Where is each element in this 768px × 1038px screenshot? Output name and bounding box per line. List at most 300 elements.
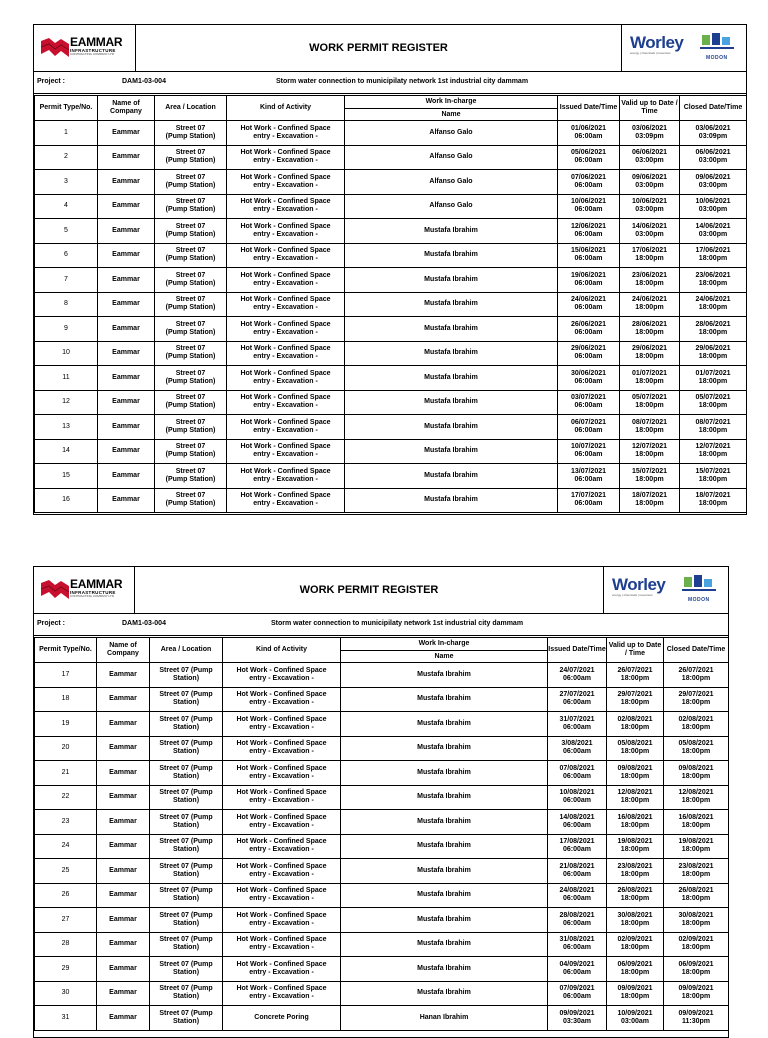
cell-line: (Pump Station) (165, 426, 216, 434)
company-subtitle: INFRASTRUCTURE (70, 48, 116, 53)
cell-permit-no: 30 (35, 981, 97, 1006)
cell-incharge-name: Mustafa Ibrahim (341, 932, 548, 957)
cell-line: entry - Excavation - (249, 944, 314, 952)
project-code: DAM1-03-004 (122, 78, 166, 85)
cell-area (155, 170, 227, 195)
cell-line: (Pump Station) (165, 402, 216, 410)
cell-line: 06:00am (562, 895, 592, 903)
cell-line: Hot Work - Confined Space (236, 813, 327, 821)
cell-line: 18:00pm (698, 328, 728, 336)
cell-line: 06:00am (562, 699, 592, 707)
cell-incharge-name: Mustafa Ibrahim (341, 712, 548, 737)
cell-line: entry - Excavation - (253, 206, 318, 214)
cell-company: Eammar (98, 292, 155, 317)
cell-line: 18:00pm (620, 993, 650, 1001)
cell-line: 18:00pm (620, 748, 650, 756)
table-row (35, 292, 747, 317)
col-permit: Permit Type/No. (35, 638, 97, 663)
cell-line: Street 07 (Pump (159, 960, 213, 968)
cell-line: 06:00am (574, 402, 603, 410)
cell-area (155, 464, 227, 489)
cell-line: 06:00am (562, 993, 592, 1001)
cell-valid (620, 219, 680, 244)
cell-company: Eammar (97, 981, 150, 1006)
cell-permit-no: 5 (35, 219, 98, 244)
cell-issued (558, 194, 620, 219)
cell-incharge-name: Alfanso Galo (345, 145, 558, 170)
cell-line: Street 07 (175, 149, 206, 157)
cell-activity (227, 121, 345, 146)
cell-line: Hot Work - Confined Space (240, 418, 331, 426)
cell-line: 18:00pm (620, 674, 650, 682)
cell-line: 29/07/2021 (617, 691, 653, 699)
cell-incharge-name: Mustafa Ibrahim (345, 415, 558, 440)
cell-line: 10/06/2021 (570, 198, 607, 206)
cell-area (150, 687, 223, 712)
col-incharge-name: Name (345, 109, 558, 121)
cell-area (155, 121, 227, 146)
cell-line: entry - Excavation - (249, 772, 314, 780)
cell-line: Street 07 (175, 492, 206, 500)
cell-line: 10/08/2021 (559, 789, 595, 797)
cell-permit-no: 19 (35, 712, 97, 737)
cell-line: Hot Work - Confined Space (240, 320, 331, 328)
register-sheet-1 (33, 24, 747, 515)
cell-closed (680, 415, 747, 440)
cell-closed (680, 366, 747, 391)
cell-line: 18:00pm (620, 870, 650, 878)
cell-line: entry - Excavation - (249, 699, 314, 707)
cell-line: entry - Excavation - (253, 157, 318, 165)
cell-line: 18:00pm (681, 772, 711, 780)
cell-line: 01/07/2021 (631, 369, 668, 377)
cell-line: 24/07/2021 (559, 666, 595, 674)
cell-permit-no: 18 (35, 687, 97, 712)
cell-line: 02/08/2021 (678, 715, 714, 723)
cell-valid (607, 957, 664, 982)
cell-issued (558, 317, 620, 342)
cell-line: 06/07/2021 (570, 418, 607, 426)
cell-valid (607, 834, 664, 859)
cell-line: 06:00am (574, 500, 603, 508)
cell-issued (558, 219, 620, 244)
cell-line: (Pump Station) (165, 353, 216, 361)
cell-line: 06:00am (574, 255, 603, 263)
cell-line: 26/08/2021 (617, 887, 653, 895)
cell-line: entry - Excavation - (253, 279, 318, 287)
eammar-flag-icon (40, 577, 70, 601)
cell-line: 30/08/2021 (617, 911, 653, 919)
cell-line: Hot Work - Confined Space (236, 887, 327, 895)
cell-line: Street 07 (175, 345, 206, 353)
cell-area (155, 243, 227, 268)
cell-incharge-name: Mustafa Ibrahim (341, 883, 548, 908)
cell-line: 09/08/2021 (678, 764, 714, 772)
cell-permit-no: 7 (35, 268, 98, 293)
cell-line: entry - Excavation - (253, 353, 318, 361)
cell-closed (680, 317, 747, 342)
cell-line: 24/08/2021 (559, 887, 595, 895)
cell-line: Hot Work - Confined Space (240, 369, 331, 377)
cell-closed (664, 981, 729, 1006)
cell-line: 23/06/2021 (631, 271, 668, 279)
cell-closed (680, 145, 747, 170)
cell-line: Station) (172, 944, 200, 952)
table-row (35, 1006, 729, 1031)
cell-valid (620, 170, 680, 195)
cell-issued (558, 439, 620, 464)
cell-valid (620, 390, 680, 415)
cell-activity: Concrete Poring (223, 1006, 341, 1031)
cell-line: (Pump Station) (165, 157, 216, 165)
table-row (35, 810, 729, 835)
project-description: Storm water connection to municipilaty network 1st industrial city dammam (271, 620, 524, 627)
cell-line: entry - Excavation - (249, 895, 314, 903)
col-activity: Kind of Activity (227, 96, 345, 121)
cell-line: Station) (172, 993, 200, 1001)
cell-line: 06:00am (574, 132, 603, 140)
cell-line: Hot Work - Confined Space (236, 911, 327, 919)
cell-line: (Pump Station) (165, 132, 216, 140)
cell-line: Hot Work - Confined Space (236, 691, 327, 699)
cell-line: 06:00am (574, 451, 603, 459)
cell-closed (680, 121, 747, 146)
cell-line: Hot Work - Confined Space (240, 222, 331, 230)
cell-area (150, 883, 223, 908)
cell-line: 29/06/2021 (631, 345, 668, 353)
cell-area (150, 1006, 223, 1031)
cell-permit-no: 21 (35, 761, 97, 786)
cell-company: Eammar (97, 687, 150, 712)
cell-line: 18:00pm (681, 797, 711, 805)
cell-company: Eammar (97, 883, 150, 908)
cell-incharge-name: Hanan Ibrahim (341, 1006, 548, 1031)
cell-line: entry - Excavation - (253, 230, 318, 238)
cell-area (150, 712, 223, 737)
cell-valid (620, 145, 680, 170)
cell-line: 16/08/2021 (678, 813, 714, 821)
cell-line: Hot Work - Confined Space (240, 443, 331, 451)
cell-line: Hot Work - Confined Space (236, 764, 327, 772)
cell-line: 19/08/2021 (617, 838, 653, 846)
cell-permit-no: 4 (35, 194, 98, 219)
cell-line: 18:00pm (635, 255, 664, 263)
cell-area (155, 366, 227, 391)
cell-line: 02/08/2021 (617, 715, 653, 723)
cell-company: Eammar (98, 488, 155, 513)
cell-line: 14/06/2021 (631, 222, 668, 230)
cell-incharge-name: Mustafa Ibrahim (345, 366, 558, 391)
cell-area (150, 957, 223, 982)
cell-incharge-name: Mustafa Ibrahim (345, 317, 558, 342)
cell-line: (Pump Station) (165, 475, 216, 483)
cell-line: 12/07/2021 (695, 443, 731, 451)
cell-line: 18:00pm (620, 797, 650, 805)
cell-issued (548, 883, 607, 908)
cell-line: Street 07 (Pump (159, 985, 213, 993)
cell-line: Street 07 (175, 247, 206, 255)
sheet-header (34, 25, 746, 72)
cell-activity (223, 834, 341, 859)
cell-incharge-name: Mustafa Ibrahim (341, 859, 548, 884)
cell-activity (223, 785, 341, 810)
cell-issued (548, 932, 607, 957)
col-incharge: Work In-charge (345, 96, 558, 109)
cell-line: 06/06/2021 (695, 149, 731, 157)
cell-valid (607, 810, 664, 835)
cell-permit-no: 28 (35, 932, 97, 957)
cell-permit-no: 10 (35, 341, 98, 366)
eammar-logo (34, 25, 136, 71)
cell-line: 24/06/2021 (695, 296, 731, 304)
table-row (35, 439, 747, 464)
company-subtitle: INFRASTRUCTURE (70, 590, 116, 595)
table-row (35, 415, 747, 440)
cell-company: Eammar (98, 243, 155, 268)
cell-company: Eammar (98, 341, 155, 366)
cell-activity (227, 464, 345, 489)
cell-line: 06:00am (574, 353, 603, 361)
cell-line: 26/07/2021 (678, 666, 714, 674)
cell-line: 18:00pm (620, 919, 650, 927)
table-row (35, 390, 747, 415)
cell-area (150, 761, 223, 786)
cell-line: entry - Excavation - (253, 500, 318, 508)
cell-company: Eammar (97, 957, 150, 982)
modon-name: MODON (688, 597, 710, 603)
cell-line: Hot Work - Confined Space (240, 492, 331, 500)
cell-line: 29/06/2021 (570, 345, 607, 353)
worley-tagline: energy | chemicals | resources (612, 593, 653, 597)
cell-closed (680, 268, 747, 293)
cell-valid (620, 121, 680, 146)
cell-permit-no: 23 (35, 810, 97, 835)
cell-line: 26/08/2021 (678, 887, 714, 895)
cell-line: 18/07/2021 (631, 492, 668, 500)
cell-line: Hot Work - Confined Space (236, 715, 327, 723)
cell-activity (227, 415, 345, 440)
cell-line: Hot Work - Confined Space (236, 985, 327, 993)
cell-line: Station) (172, 968, 200, 976)
cell-issued (548, 981, 607, 1006)
cell-closed (680, 292, 747, 317)
cell-incharge-name: Mustafa Ibrahim (341, 785, 548, 810)
cell-line: 09/06/2021 (695, 173, 731, 181)
cell-activity (223, 981, 341, 1006)
cell-line: 31/07/2021 (559, 715, 595, 723)
cell-line: 03:00pm (635, 206, 664, 214)
company-tagline: CONTRACTING COMPANY LTD (70, 52, 115, 56)
cell-company: Eammar (97, 663, 150, 688)
cell-line: 06:00am (574, 279, 603, 287)
cell-area (155, 341, 227, 366)
cell-closed (664, 957, 729, 982)
cell-line: 06:00am (562, 772, 592, 780)
table-row (35, 981, 729, 1006)
cell-permit-no: 25 (35, 859, 97, 884)
cell-permit-no: 11 (35, 366, 98, 391)
cell-line: 06:00am (562, 846, 592, 854)
cell-line: (Pump Station) (165, 304, 216, 312)
cell-closed (664, 1006, 729, 1031)
cell-incharge-name: Mustafa Ibrahim (341, 736, 548, 761)
cell-line: 15/06/2021 (570, 247, 607, 255)
cell-activity (223, 859, 341, 884)
cell-issued (558, 341, 620, 366)
cell-line: 09/09/2021 (559, 1009, 595, 1017)
cell-line: 05/08/2021 (617, 740, 653, 748)
cell-activity (223, 663, 341, 688)
col-closed: Closed Date/Time (680, 96, 747, 121)
cell-line: 27/07/2021 (559, 691, 595, 699)
cell-line: 06:00am (574, 304, 603, 312)
cell-incharge-name: Mustafa Ibrahim (341, 957, 548, 982)
table-row (35, 145, 747, 170)
cell-issued (558, 292, 620, 317)
cell-line: Hot Work - Confined Space (240, 247, 331, 255)
cell-issued (548, 761, 607, 786)
modon-name: MODON (706, 55, 728, 61)
cell-line: 18:00pm (635, 304, 664, 312)
cell-line: 03/06/2021 (631, 124, 668, 132)
cell-incharge-name: Mustafa Ibrahim (341, 810, 548, 835)
cell-line: 06:00am (574, 206, 603, 214)
cell-line: 19/06/2021 (570, 271, 607, 279)
cell-valid (620, 292, 680, 317)
cell-line: 05/07/2021 (695, 394, 731, 402)
cell-line: 12/07/2021 (631, 443, 668, 451)
cell-line: 12/08/2021 (678, 789, 714, 797)
cell-line: Station) (172, 846, 200, 854)
col-area: Area / Location (155, 96, 227, 121)
cell-line: 10/06/2021 (695, 198, 731, 206)
cell-issued (548, 859, 607, 884)
cell-line: 06/06/2021 (631, 149, 668, 157)
cell-line: 23/08/2021 (678, 862, 714, 870)
cell-line: 09/09/2021 (678, 985, 714, 993)
cell-valid (607, 932, 664, 957)
cell-line: Street 07 (175, 320, 206, 328)
table-row (35, 488, 747, 513)
cell-area (150, 859, 223, 884)
cell-activity (223, 883, 341, 908)
cell-area (155, 317, 227, 342)
cell-activity (227, 488, 345, 513)
cell-issued (558, 121, 620, 146)
cell-permit-no: 27 (35, 908, 97, 933)
cell-line: Hot Work - Confined Space (236, 862, 327, 870)
cell-activity (223, 736, 341, 761)
col-issued: Issued Date/Time (548, 638, 607, 663)
partner-logos (603, 567, 728, 613)
cell-line: 18:00pm (681, 870, 711, 878)
cell-area (150, 932, 223, 957)
cell-line: entry - Excavation - (253, 377, 318, 385)
cell-line: 18:00pm (681, 821, 711, 829)
cell-company: Eammar (97, 712, 150, 737)
cell-line: 06:00am (562, 821, 592, 829)
cell-line: Hot Work - Confined Space (236, 666, 327, 674)
cell-activity (227, 145, 345, 170)
cell-valid (607, 785, 664, 810)
cell-line: 18:00pm (635, 451, 664, 459)
cell-line: Station) (172, 919, 200, 927)
cell-line: Hot Work - Confined Space (236, 838, 327, 846)
cell-line: Street 07 (175, 271, 206, 279)
cell-valid (607, 1006, 664, 1031)
cell-line: 06:00am (574, 157, 603, 165)
cell-line: 07/09/2021 (559, 985, 595, 993)
cell-line: 18:00pm (698, 402, 728, 410)
cell-line: Street 07 (Pump (159, 838, 213, 846)
cell-line: Station) (172, 1017, 200, 1025)
cell-line: entry - Excavation - (249, 723, 314, 731)
cell-line: entry - Excavation - (253, 304, 318, 312)
cell-activity (227, 268, 345, 293)
cell-line: 03:09pm (698, 132, 728, 140)
project-row (34, 71, 746, 94)
cell-activity (223, 761, 341, 786)
cell-line: 28/06/2021 (695, 320, 731, 328)
cell-line: 05/07/2021 (631, 394, 668, 402)
worley-logo: Worley (612, 575, 666, 594)
cell-incharge-name: Mustafa Ibrahim (341, 908, 548, 933)
cell-line: 19/08/2021 (678, 838, 714, 846)
table-row (35, 243, 747, 268)
cell-line: Street 07 (175, 222, 206, 230)
cell-activity (223, 932, 341, 957)
cell-line: Hot Work - Confined Space (236, 740, 327, 748)
project-row (34, 613, 728, 636)
cell-issued (558, 243, 620, 268)
table-row (35, 785, 729, 810)
cell-closed (680, 341, 747, 366)
cell-line: 24/06/2021 (570, 296, 607, 304)
cell-line: 04/09/2021 (559, 960, 595, 968)
table-row (35, 859, 729, 884)
cell-permit-no: 22 (35, 785, 97, 810)
cell-incharge-name: Mustafa Ibrahim (341, 981, 548, 1006)
cell-line: Street 07 (Pump (159, 789, 213, 797)
cell-line: 03/07/2021 (570, 394, 607, 402)
table-row (35, 366, 747, 391)
cell-permit-no: 3 (35, 170, 98, 195)
cell-valid (620, 243, 680, 268)
cell-line: entry - Excavation - (249, 993, 314, 1001)
cell-line: Station) (172, 821, 200, 829)
cell-line: Street 07 (175, 418, 206, 426)
cell-line: 03:00pm (698, 206, 728, 214)
cell-area (150, 834, 223, 859)
cell-area (155, 219, 227, 244)
cell-line: Street 07 (175, 173, 206, 181)
cell-closed (680, 439, 747, 464)
cell-line: Street 07 (175, 369, 206, 377)
cell-line: 18:00pm (681, 699, 711, 707)
table-row (35, 736, 729, 761)
cell-closed (664, 834, 729, 859)
cell-line: 18:00pm (635, 475, 664, 483)
cell-permit-no: 24 (35, 834, 97, 859)
cell-line: 18:00pm (635, 500, 664, 508)
page-title: WORK PERMIT REGISTER (309, 42, 448, 54)
cell-line: entry - Excavation - (253, 181, 318, 189)
company-name: EAMMAR (70, 35, 123, 49)
cell-valid (607, 712, 664, 737)
cell-line: 18:00pm (620, 895, 650, 903)
cell-line: 18:00pm (698, 377, 728, 385)
cell-line: 23/08/2021 (617, 862, 653, 870)
